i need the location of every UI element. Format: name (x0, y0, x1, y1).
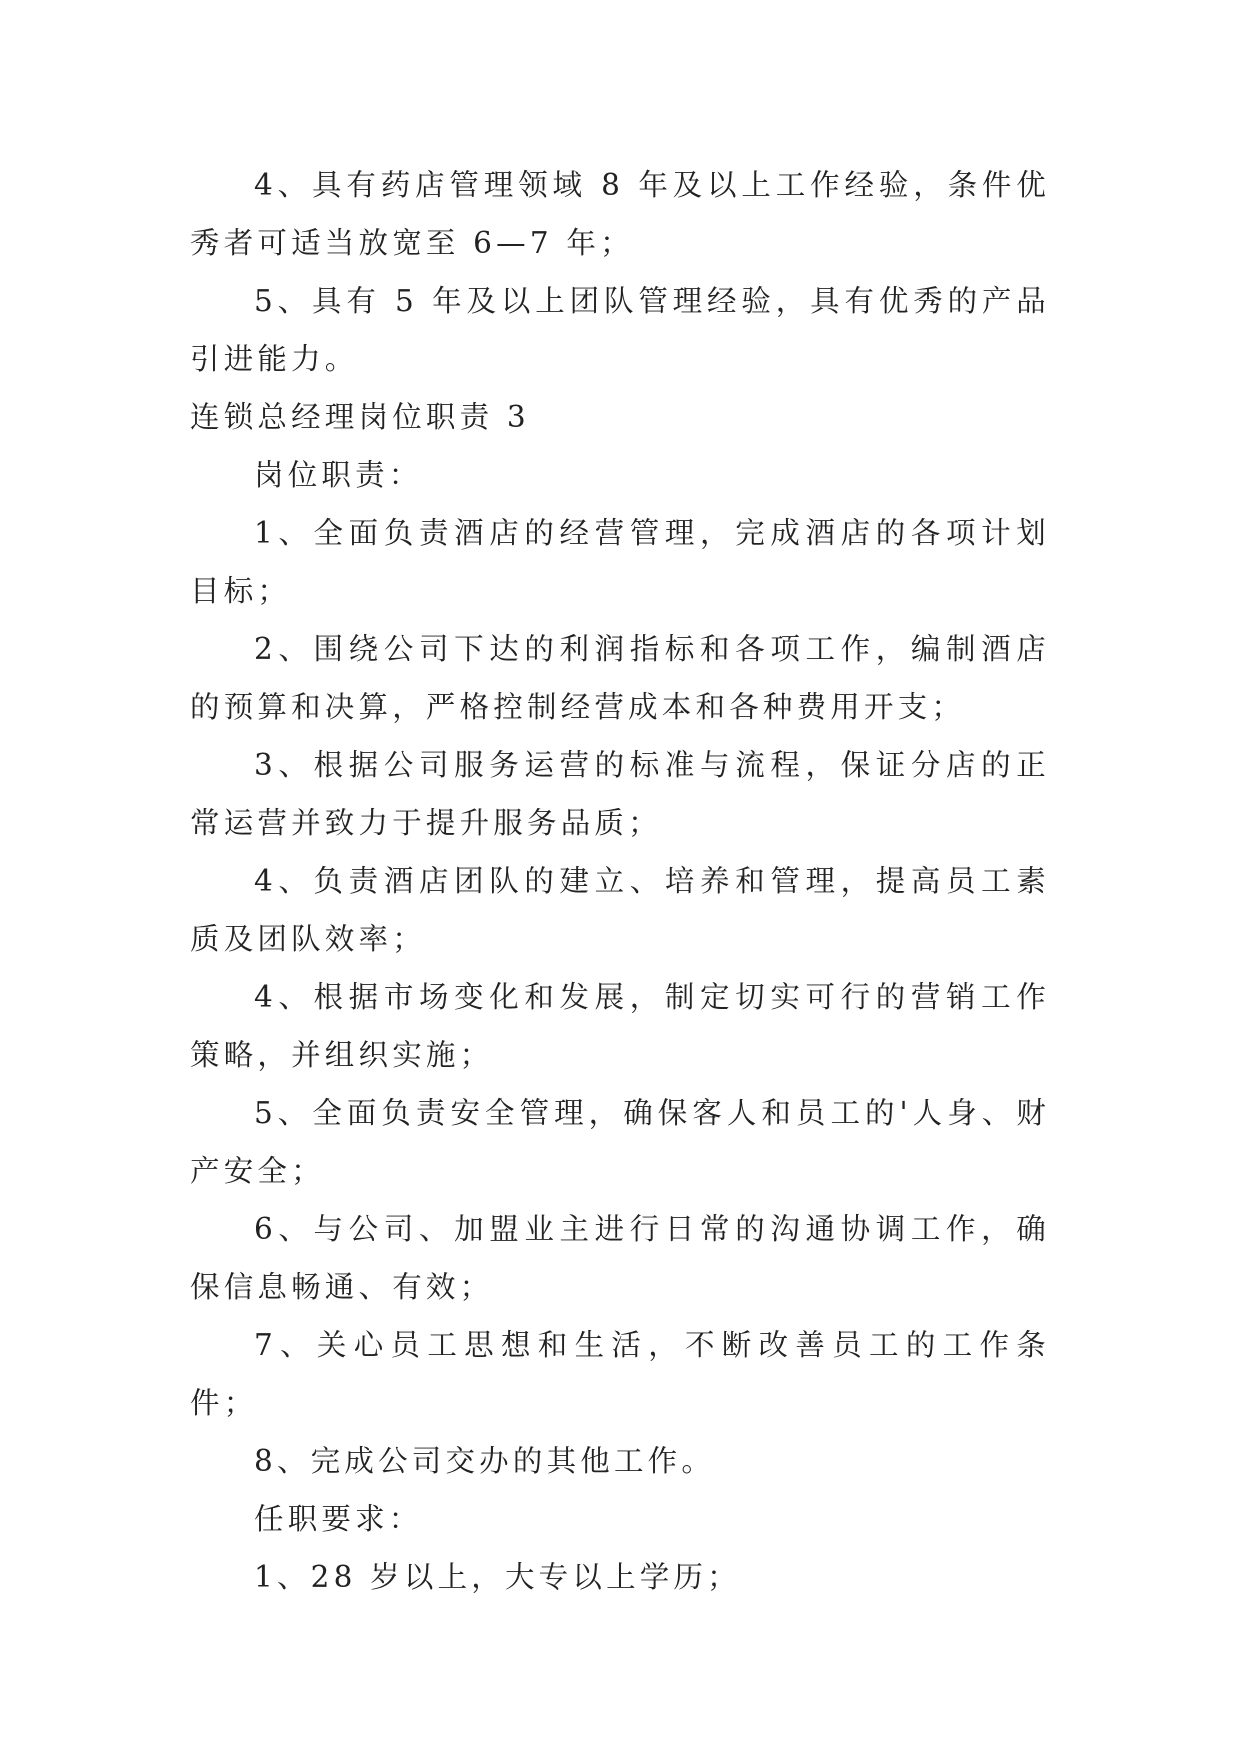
document-body (190, 156, 1050, 1606)
duty-item-2: 2、围绕公司下达的利润指标和各项工作，编制酒店的预算和决算，严格控制经营成本和各种费用开支； (190, 632, 1050, 724)
duty-item-4b: 4、根据市场变化和发展，制定切实可行的营销工作策略，并组织实施； (190, 980, 1050, 1072)
qualification-item-1: 1、28 岁以上，大专以上学历； (254, 1560, 741, 1594)
duties-label: 岗位职责： (254, 458, 423, 492)
duty-item-3: 3、根据公司服务运营的标准与流程，保证分店的正常运营并致力于提升服务品质； (190, 748, 1050, 840)
section-heading: 连锁总经理岗位职责 3 (190, 400, 530, 434)
qualifications-label: 任职要求： (254, 1502, 423, 1536)
duty-item-7: 7、关心员工思想和生活，不断改善员工的工作条件； (190, 1328, 1050, 1420)
duty-item-1: 1、全面负责酒店的经营管理，完成酒店的各项计划目标； (190, 516, 1050, 608)
requirement-item-5: 5、具有 5 年及以上团队管理经验，具有优秀的产品引进能力。 (190, 284, 1050, 376)
duty-item-4a: 4、负责酒店团队的建立、培养和管理，提高员工素质及团队效率； (190, 864, 1050, 956)
duty-item-5: 5、全面负责安全管理，确保客人和员工的'人身、财产安全； (190, 1096, 1050, 1188)
duty-item-8: 8、完成公司交办的其他工作。 (254, 1444, 716, 1478)
duty-item-6: 6、与公司、加盟业主进行日常的沟通协调工作，确保信息畅通、有效； (190, 1212, 1050, 1304)
requirement-item-4: 4、具有药店管理领域 8 年及以上工作经验，条件优秀者可适当放宽至 6—7 年； (190, 168, 1050, 260)
